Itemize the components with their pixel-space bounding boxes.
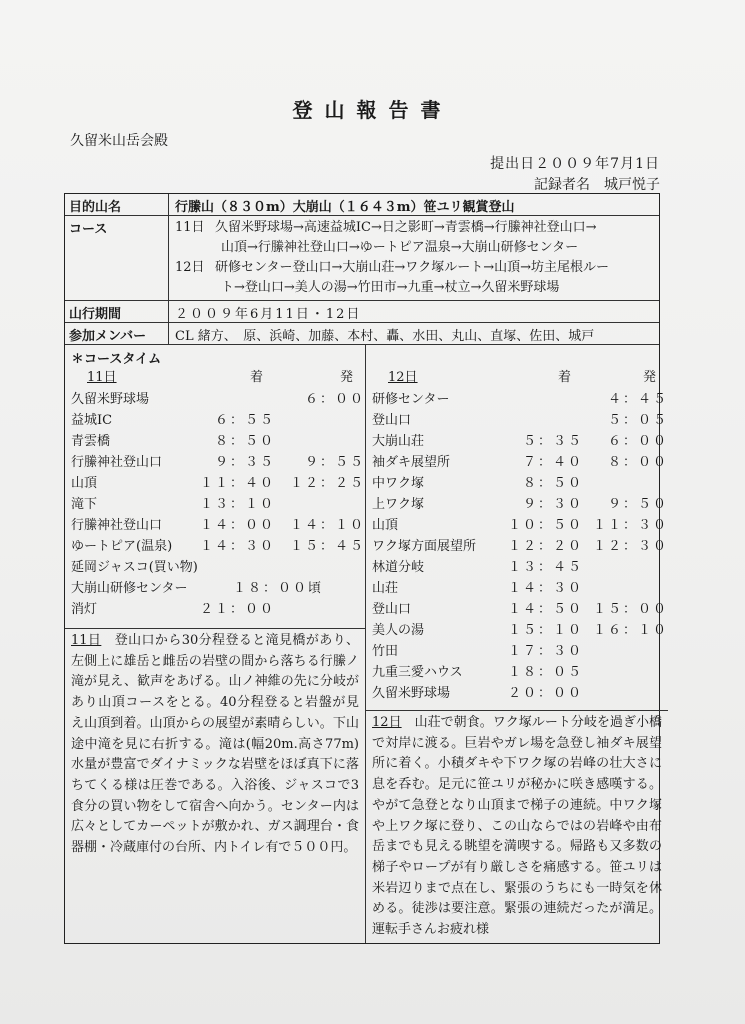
arrival-time: １１：４０ <box>199 476 275 491</box>
departure-time: ８：００ <box>607 455 668 470</box>
course-line <box>175 258 653 278</box>
time-row <box>65 410 365 431</box>
time-row <box>366 473 668 494</box>
mountains-value: 行縢山（８３０m）大崩山（１６４３m）笹ユリ観賞登山 <box>175 200 515 215</box>
time-row <box>65 389 365 410</box>
place: 山頂 <box>71 476 98 491</box>
time-row <box>366 452 668 473</box>
course-line: 山頂→行縢神社登山口→ゆートピア温泉→大崩山研修センター <box>221 240 579 255</box>
arrival-time: １２：２０ <box>507 539 583 554</box>
place: 久留米野球場 <box>71 392 150 407</box>
place: 研修センター <box>372 392 450 407</box>
narrative-day11 <box>65 629 365 861</box>
time: ２１：００ <box>199 602 275 617</box>
time-row <box>65 515 365 536</box>
page-title: 登山報告書 <box>292 98 453 122</box>
place: 延岡ジャスコ(買い物) <box>71 560 198 575</box>
place: 消灯 <box>71 602 98 617</box>
time-row <box>65 578 365 599</box>
members-label: 参加メンバー <box>65 323 169 344</box>
arrival-header: 着 <box>249 370 263 385</box>
narrative-day11-text: 登山口から30分程登ると滝見橋があり、左側上に雄岳と雌岳の岩壁の間から落ちる行縢ノ滝が見え、歓声をあげる。山ノ神維の先に分岐があり山頂コースをとる。40分程登ると岩盤が見え山頂到着。山頂からの展望が素晴らしい。下山途中滝を見に右折する。滝は(幅20m.高さ77m)水量が豊富でダイナミックな岩壁をほぼ真下に落ちてくる様は圧巻である。入浴後、ジャスコで3食分の買い物をして宿舎へ向かう。センター内は広々としてカーペットが敷かれ、ガス調理台・食器棚・冷蔵庫付の台所、内トイレ有で５００円。 <box>71 633 360 856</box>
time-row <box>366 557 668 578</box>
departure-time: ９：５０ <box>607 497 668 512</box>
place: ワク塚方面展望所 <box>372 539 477 554</box>
place: 益城IC <box>71 413 113 428</box>
departure-time <box>583 557 668 578</box>
departure-time <box>275 431 365 452</box>
time-row <box>366 620 668 641</box>
arrival-time: ８：５０ <box>214 434 275 449</box>
departure-time: １５：００ <box>592 602 668 617</box>
spacer <box>366 345 668 367</box>
arrival-time: ６：５５ <box>214 413 275 428</box>
place: 竹田 <box>372 644 399 659</box>
day12-label: 12日 <box>388 370 418 385</box>
course-label: コース <box>65 216 169 300</box>
day11-label: 11日 <box>87 370 117 385</box>
place: ゆートピア(温泉) <box>71 539 173 554</box>
time-row <box>65 452 365 473</box>
narrative-day12-text: 山荘で朝食。ワク塚ルート分岐を過ぎ小橋で対岸に渡る。巨岩やガレ場を急登し袖ダキ展望所に着く。小積ダキや下ワク塚の岩峰の壮大さに息を呑む。足元に笹ユリが秘かに咲き感嘆する。やがて急登となり山頂まで梯子の連続。中ワク塚や上ワク塚に登り、この山ならではの岩峰や由布岳までも見える眺望を満喫する。帰路も又多数の梯子やロープが有り厳しさを痛感する。笹ユリは米岩辺りまで点在し、緊張のうちにも一時気を休める。徒渉は要注意。緊張の連続だったが満足。運転手さんお疲れ様 <box>372 715 662 938</box>
place: 滝下 <box>71 497 98 512</box>
time: １８：００頃 <box>232 581 323 596</box>
time-row <box>65 431 365 452</box>
arrival-time: １８：０５ <box>507 665 583 680</box>
mountains-row <box>65 194 659 216</box>
course-value <box>169 216 659 300</box>
place: 上ワク塚 <box>372 497 425 512</box>
place: 中ワク塚 <box>372 476 425 491</box>
narrative-day11-label: 11日 <box>71 633 102 648</box>
time-row <box>366 515 668 536</box>
departure-time: ５：０５ <box>607 413 668 428</box>
submitted-date: 提出日２００９年7月1日 <box>490 156 660 172</box>
arrival-time: １０：５０ <box>507 518 583 533</box>
place: 美人の湯 <box>372 623 425 638</box>
time-row <box>366 536 668 557</box>
arrival-time: ８：５０ <box>522 476 583 491</box>
members-row <box>65 323 659 345</box>
time-row <box>366 578 668 599</box>
day12-header <box>366 367 668 389</box>
course-line <box>175 218 653 238</box>
arrival-time: ５：３５ <box>522 434 583 449</box>
departure-header: 発 <box>642 370 656 385</box>
arrival-time: １３：４５ <box>507 560 583 575</box>
arrival-header: 着 <box>557 370 571 385</box>
time-row <box>366 662 668 683</box>
departure-time <box>583 662 668 683</box>
place: 登山口 <box>372 602 412 617</box>
arrival-time: １４：５０ <box>507 602 583 617</box>
course-text: 研修センター登山口→大崩山荘→ワク塚ルート→山頂→坊主尾根ルー <box>215 260 610 275</box>
time-row <box>366 683 668 704</box>
place: 行縢神社登山口 <box>71 518 163 533</box>
report-table <box>64 193 668 944</box>
time-row <box>65 494 365 515</box>
departure-time <box>275 494 365 515</box>
time-row <box>366 410 668 431</box>
place: 袖ダキ展望所 <box>372 455 451 470</box>
time-row <box>366 641 668 662</box>
recorder-name: 記録者名 城戸悦子 <box>534 177 660 193</box>
arrival-time <box>498 389 583 410</box>
course-time-title: ✽コースタイム <box>71 352 162 367</box>
arrival-time <box>498 410 583 431</box>
course-day-11: 11日 <box>175 220 205 235</box>
addressee: 久留米山岳会殿 <box>70 133 168 149</box>
departure-time <box>583 578 668 599</box>
day12-rows <box>366 389 668 704</box>
arrival-time: １７：３０ <box>507 644 583 659</box>
arrival-time: ９：３５ <box>214 455 275 470</box>
arrival-time: １３：１０ <box>199 497 275 512</box>
course-row <box>65 216 659 301</box>
arrival-time: ７：４０ <box>522 455 583 470</box>
time-row <box>366 599 668 620</box>
arrival-time: ２０：００ <box>507 686 583 701</box>
time-row <box>65 557 365 578</box>
time-row <box>366 431 668 452</box>
arrival-time: １４：３０ <box>199 539 275 554</box>
place: 大崩山研修センター <box>71 581 188 596</box>
narrative-day12 <box>366 711 668 943</box>
departure-time: ９：５５ <box>304 455 365 470</box>
period-label: 山行期間 <box>65 301 169 322</box>
arrival-time <box>185 389 275 410</box>
narrative-day12-label: 12日 <box>372 715 402 730</box>
time-row <box>65 599 365 620</box>
departure-time: ６：００ <box>304 392 365 407</box>
members-value: CL 緒方、 原、浜崎、加藤、本村、轟、水田、丸山、直塚、佐田、城戸 <box>175 329 595 344</box>
departure-time <box>583 473 668 494</box>
course-line: ト→登山口→美人の湯→竹田市→九重→杖立→久留米野球場 <box>221 280 560 295</box>
place: 九重三愛ハウス <box>372 665 463 680</box>
departure-time: １４：１０ <box>289 518 365 533</box>
place: 久留米野球場 <box>372 686 451 701</box>
place: 行縢神社登山口 <box>71 455 163 470</box>
departure-time <box>583 641 668 662</box>
departure-time: １１：３０ <box>592 518 668 533</box>
arrival-time: １４：００ <box>199 518 275 533</box>
place: 山荘 <box>372 581 399 596</box>
time-row <box>366 389 668 410</box>
departure-time: ４：４５ <box>607 392 668 407</box>
arrival-time: ９：３０ <box>522 497 583 512</box>
period-value: ２００９年6月11日・12日 <box>175 307 362 322</box>
arrival-time: １４：３０ <box>507 581 583 596</box>
departure-time: １２：３０ <box>592 539 668 554</box>
place: 青雲橋 <box>71 434 111 449</box>
place: 登山口 <box>372 413 412 428</box>
period-row <box>65 301 659 323</box>
day11-rows <box>65 389 365 557</box>
arrival-time: １５：１０ <box>507 623 583 638</box>
departure-time <box>275 410 365 431</box>
place: 大崩山荘 <box>372 434 425 449</box>
day11-column <box>65 345 366 943</box>
spacer <box>65 620 365 628</box>
departure-header: 発 <box>339 370 353 385</box>
time-row <box>65 473 365 494</box>
course-time-section <box>65 345 668 943</box>
mountains-label: 目的山名 <box>65 194 169 215</box>
course-text: 久留米野球場→高速益城IC→日之影町→青雲橋→行縢神社登山口→ <box>215 220 597 235</box>
departure-time <box>583 683 668 704</box>
place: 山頂 <box>372 518 399 533</box>
departure-time: １６：１０ <box>592 623 668 638</box>
departure-time: １５：４５ <box>289 539 365 554</box>
day12-column <box>366 345 668 943</box>
departure-time: ６：００ <box>607 434 668 449</box>
departure-time: １２：２５ <box>289 476 365 491</box>
day11-header <box>65 367 365 389</box>
course-day-12: 12日 <box>175 260 205 275</box>
time-row <box>65 536 365 557</box>
place: 林道分岐 <box>372 560 425 575</box>
time-row <box>366 494 668 515</box>
